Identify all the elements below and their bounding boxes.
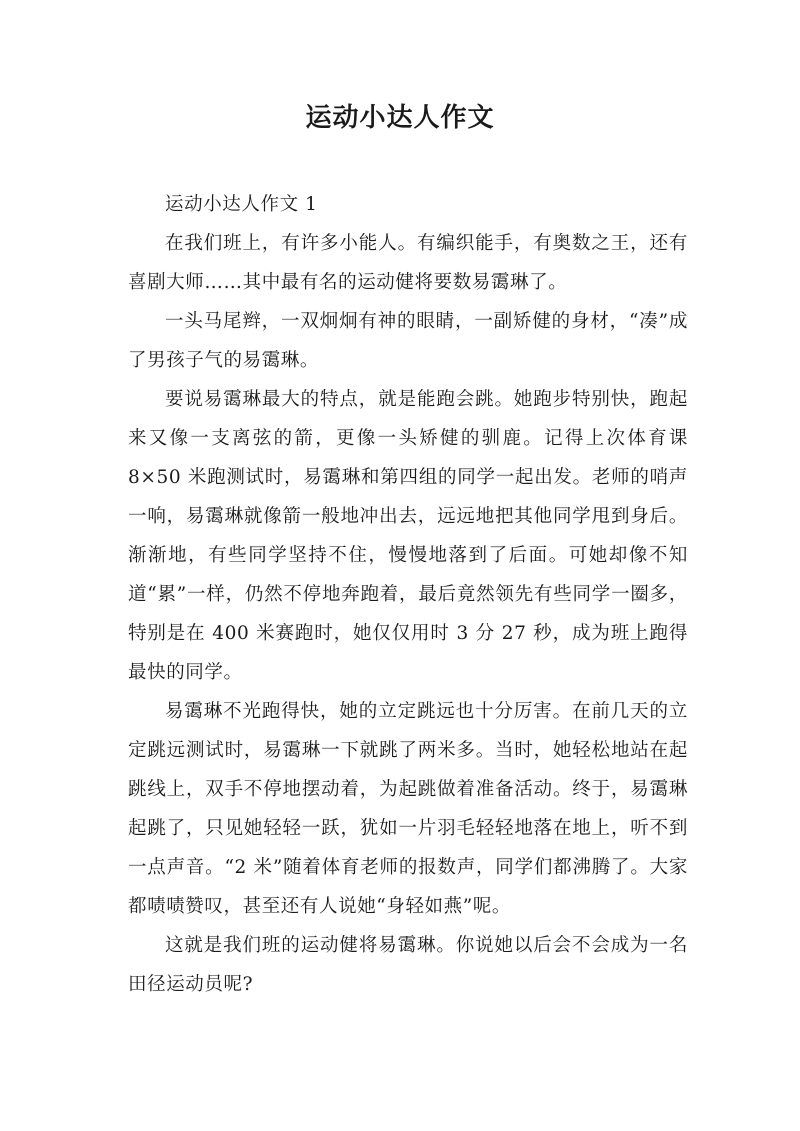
paragraph-3: 要说易霭琳最大的特点，就是能跑会跳。她跑步特别快，跑起来又像一支离弦的箭，更像一头矫健的驯鹿。记得上次体育课 8×50 米跑测试时，易霭琳和第四组的同学一起出发。老师的哨声一响，易霭琳就像箭一般地冲出去，远远地把其他同学甩到身后。渐渐地，有些同学坚持不住，慢慢地落到了后面。可她却像不知道“累”一样，仍然不停地奔跑着，最后竟然领先有些同学一圈多，特别是在 400 米赛跑时，她仅仅用时 3 分 27 秒，成为班上跑得最快的同学。 (128, 389, 688, 683)
document-title: 运动小达人作文 (305, 103, 495, 133)
paragraph-5: 这就是我们班的运动健将易霭琳。你说她以后会不会成为一名田径运动员呢? (128, 935, 688, 995)
paragraph-4: 易霭琳不光跑得快，她的立定跳远也十分厉害。在前几天的立定跳远测试时，易霭琳一下就跳了两米多。当时，她轻松地站在起跳线上，双手不停地摆动着，为起跳做着准备活动。终于，易霭琳起跳了，只见她轻轻一跃，犹如一片羽毛轻轻地落在地上，听不到一点声音。“2 米”随着体育老师的报数声，同学们都沸腾了。大家都啧啧赞叹，甚至还有人说她“身轻如燕”呢。 (128, 701, 688, 917)
section-heading: 运动小达人作文 1 (165, 194, 318, 215)
paragraph-1: 在我们班上，有许多小能人。有编织能手，有奥数之王，还有喜剧大师……其中最有名的运动健将要数易霭琳了。 (128, 233, 688, 293)
document-body (128, 185, 688, 1004)
paragraph-2: 一头马尾辫，一双炯炯有神的眼睛，一副矫健的身材，“凑”成了男孩子气的易霭琳。 (128, 311, 688, 371)
